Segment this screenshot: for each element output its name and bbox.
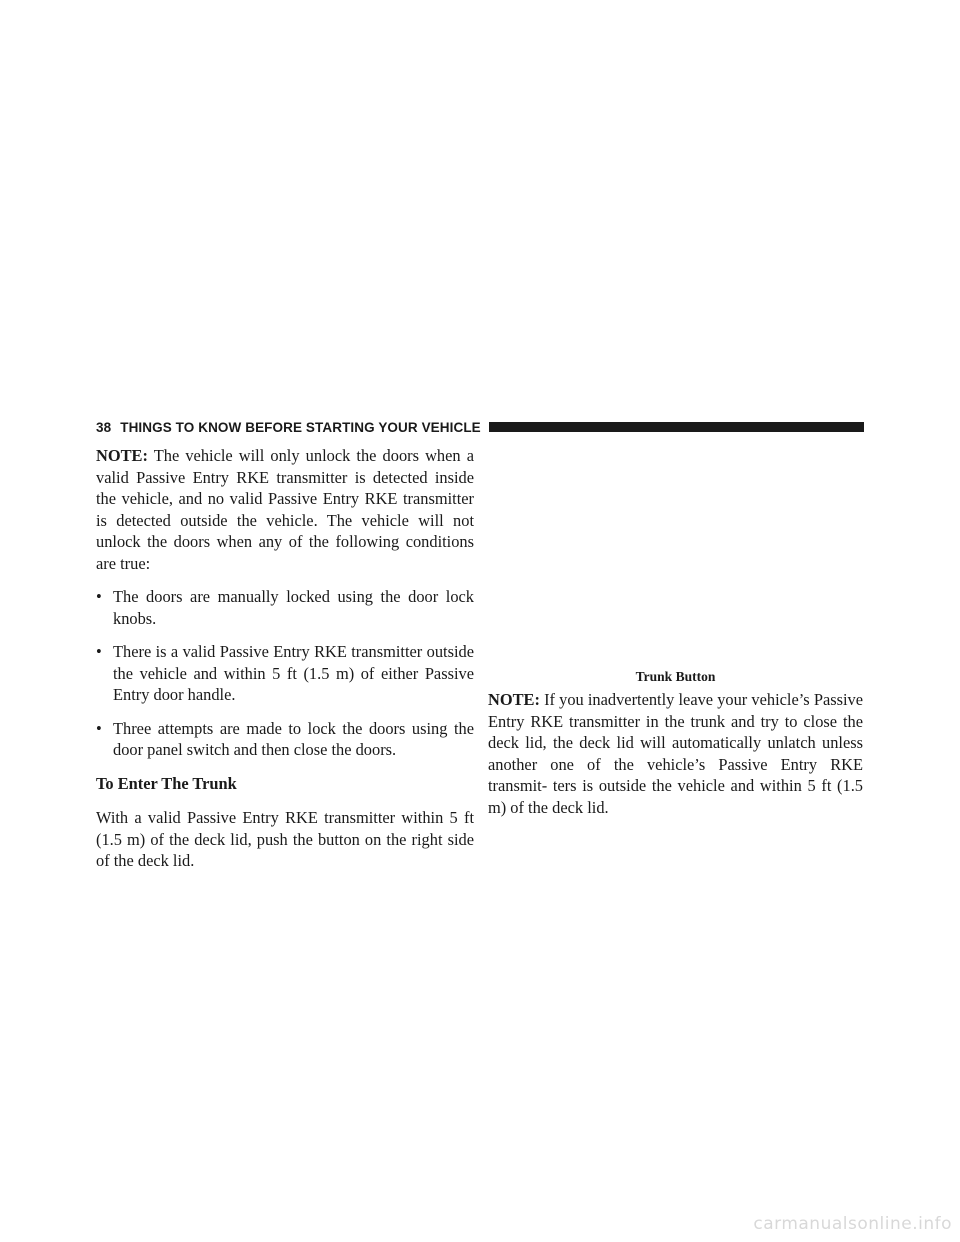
conditions-list [96,586,474,761]
note-text: The vehicle will only unlock the doors when a valid Passive Entry RKE transmitter is detected inside the vehicle, and no valid Passive Entry RKE transmitter is detected outside the vehicle. The vehicle will not unlock the doors when any of the following conditions are true: [96,446,474,573]
figure-placeholder [488,448,863,663]
bullet-icon: • [96,718,102,738]
header-rule [489,422,864,432]
watermark: carmanualsonline.info [753,1214,952,1234]
bullet-icon: • [96,587,102,606]
page-number: 38 [96,419,112,435]
body-paragraph: With a valid Passive Entry RKE transmitter within 5 ft (1.5 m) of the deck lid, push the button on the right side of the deck lid. [96,808,474,870]
section-subheading: To Enter The Trunk [96,773,237,793]
section-title: THINGS TO KNOW BEFORE STARTING YOUR VEHICLE [120,419,481,435]
left-column [96,445,474,872]
list-item-text: The doors are manually locked using the door lock knobs. [113,587,474,628]
note-label: NOTE: [96,446,148,465]
right-column [488,689,863,818]
note-paragraph [488,689,863,818]
note-text: If you inadvertently leave your vehicle’s Passive Entry RKE transmitter in the trunk and try to close the deck lid, the deck lid will automatically unlatch unless another one of the vehicle’s Passive Entry RKE transmit- ters is outside the vehicle and within 5 ft (1.5 m) of the deck lid. [488,690,863,817]
figure-caption: Trunk Button [635,669,716,684]
list-item-text: There is a valid Passive Entry RKE transmitter outside the vehicle and within 5 ft (1.5 m) of either Passive Entry door handle. [113,642,474,704]
list-item-text: Three attempts are made to lock the doors using the door panel switch and then close the doors. [113,718,474,759]
list-item [96,586,474,629]
list-item [96,641,474,706]
note-paragraph [96,445,474,574]
header-text [96,420,481,435]
note-label: NOTE: [488,690,540,709]
page-header [96,417,864,437]
list-item [96,718,474,761]
bullet-icon: • [96,642,102,661]
